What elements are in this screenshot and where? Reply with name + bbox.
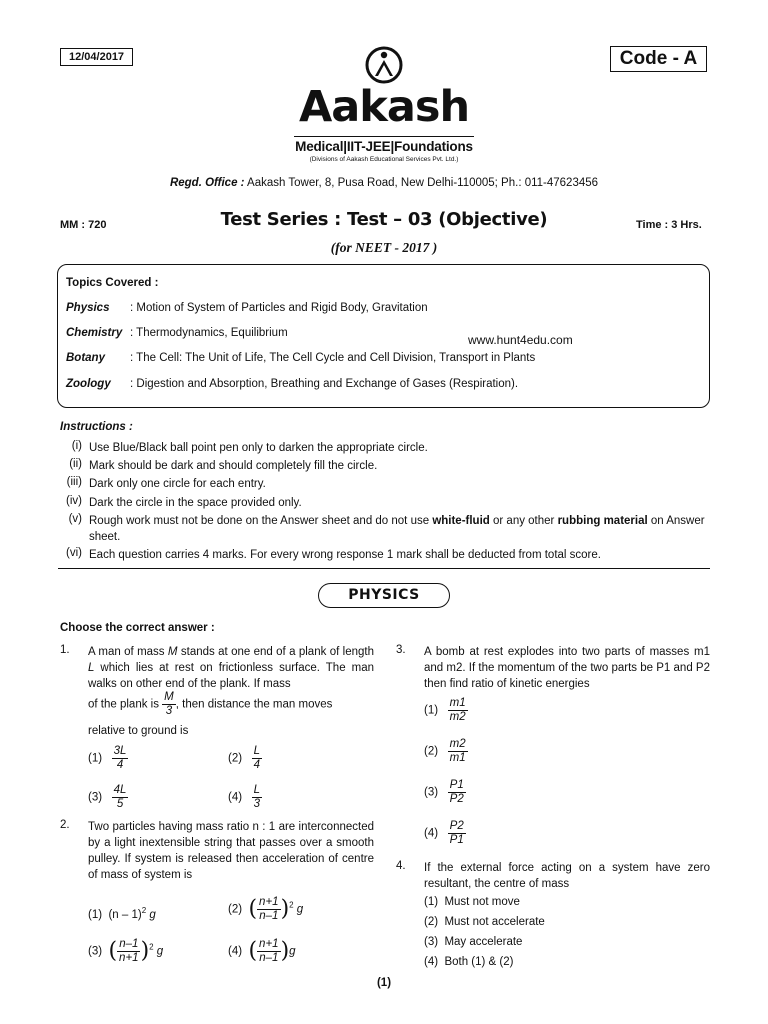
option-fraction [257, 896, 281, 923]
answer-option[interactable] [424, 697, 468, 724]
aakash-logo-icon [364, 44, 404, 86]
instruction-number: (ii) [69, 458, 82, 470]
test-date: 12/04/2017 [60, 48, 133, 66]
brand-tagline: Medical|IIT-JEE|Foundations [295, 139, 473, 154]
answer-option[interactable] [88, 906, 156, 921]
option-label: (4) [228, 791, 243, 804]
answer-option[interactable] [228, 938, 296, 965]
instruction-text-part: on Answer sheet. [89, 515, 705, 543]
fraction-denominator: 4 [116, 759, 124, 771]
answer-option[interactable] [228, 784, 262, 811]
answer-option[interactable] [228, 896, 303, 923]
fraction-denominator: 4 [253, 759, 261, 771]
option-fraction [448, 820, 466, 847]
instruction-text: Use Blue/Black ball point pen only to darken the appropriate circle. [89, 442, 428, 454]
option-fraction [117, 938, 141, 965]
fraction-denominator: P1 [449, 834, 464, 846]
answer-option[interactable] [424, 820, 466, 847]
topic-subject: Physics [66, 302, 110, 314]
test-title: Test Series : Test – 03 (Objective) [220, 209, 548, 230]
left-paren-glyph: ( [248, 896, 258, 922]
instruction-number: (vi) [66, 547, 82, 559]
fraction-numerator: P1 [449, 779, 464, 791]
left-paren-glyph: ( [248, 938, 258, 964]
question-number: 1. [60, 644, 70, 656]
option-expression: (n – 1) [108, 908, 142, 921]
topic-text: : The Cell: The Unit of Life, The Cell Cycle and Cell Division, Transport in Plants [130, 352, 536, 364]
fraction-numerator: L [253, 745, 261, 757]
answer-option[interactable] [88, 938, 163, 965]
fraction-numerator: n–1 [119, 938, 139, 950]
section-divider [58, 568, 710, 569]
fraction-numerator: 3L [113, 745, 127, 757]
q1-text-part: , then distance the man moves [175, 698, 333, 711]
option-label: (2) [424, 745, 439, 758]
question-text-line: relative to ground is [88, 725, 189, 737]
option-label: (4) [424, 827, 439, 840]
instruction-text-part: Rough work must not be done on the Answer sheet and do not use [89, 515, 433, 527]
instruction-number: (i) [71, 440, 82, 452]
option-exponent: 2 [141, 906, 147, 915]
question-text [88, 644, 374, 692]
option-tail: g [146, 908, 156, 921]
regd-label: Regd. Office : [169, 177, 245, 189]
option-label: (3) [88, 945, 103, 958]
instruction-bold-term: rubbing material [557, 515, 648, 527]
fraction-numerator: n+1 [259, 896, 279, 908]
fraction-numerator: m2 [449, 738, 466, 750]
fraction-denominator: 5 [116, 798, 124, 810]
option-label: (1) [88, 908, 103, 921]
option-label: (4) [228, 945, 243, 958]
option-label: (3) [424, 936, 439, 948]
fraction-numerator: M [164, 691, 174, 703]
option-text: Must not move [444, 896, 520, 908]
option-label: (2) [424, 916, 439, 928]
q1-text-part: A man of mass [88, 646, 168, 658]
option-label: (1) [88, 752, 103, 765]
instruction-number: (v) [68, 513, 82, 525]
option-label: (2) [228, 752, 243, 765]
max-marks: MM : 720 [60, 219, 107, 231]
topic-text: : Thermodynamics, Equilibrium [130, 327, 288, 339]
instruction-bold-term: white-fluid [432, 515, 490, 527]
paper-code: Code - A [610, 46, 707, 72]
topic-subject: Botany [66, 352, 105, 364]
watermark-link[interactable]: www.hunt4edu.com [468, 333, 573, 347]
option-label: (3) [424, 786, 439, 799]
instructions-heading: Instructions : [60, 421, 133, 433]
instruction-number: (iv) [66, 495, 82, 507]
q1-text-part: which lies at rest on frictionless surface. The man walks on other end of the plank. If mass [88, 662, 374, 690]
instruction-text-part: or any other [489, 515, 558, 527]
fraction-numerator: P2 [449, 820, 464, 832]
question-text: A bomb at rest explodes into two parts of masses m1 and m2. If the momentum of the two parts be P1 and P2 then find ratio of kinetic energies [424, 646, 710, 690]
topic-text: : Digestion and Absorption, Breathing and Exchange of Gases (Respiration). [130, 378, 519, 390]
page-number: (1) [376, 977, 392, 989]
topic-text: : Motion of System of Particles and Rigid Body, Gravitation [130, 302, 428, 314]
option-fraction [252, 745, 262, 772]
question-text: If the external force acting on a system have zero resultant, the centre of mass [424, 862, 710, 890]
option-label: (4) [424, 956, 439, 968]
answer-option[interactable] [88, 745, 128, 772]
topics-heading: Topics Covered : [66, 277, 159, 289]
fraction-denominator: n+1 [119, 952, 139, 964]
option-fraction [257, 938, 281, 965]
fraction-denominator: 3 [165, 705, 173, 717]
option-label: (3) [88, 791, 103, 804]
option-text: Both (1) & (2) [444, 956, 514, 968]
brand-rule [294, 136, 474, 137]
fraction-denominator: n–1 [259, 910, 279, 922]
instruction-text: Dark only one circle for each entry. [89, 478, 266, 490]
instruction-text: Mark should be dark and should completely fill the circle. [89, 460, 378, 472]
choose-instruction: Choose the correct answer : [60, 622, 215, 634]
fraction-denominator: P2 [449, 793, 464, 805]
option-label: (2) [228, 903, 243, 916]
option-exponent: 2 [289, 900, 294, 910]
q1-text-part: of the plank is [88, 698, 163, 711]
regd-address: Aakash Tower, 8, Pusa Road, New Delhi-110005; Ph.: 011-47623456 [244, 177, 599, 189]
time-limit: Time : 3 Hrs. [636, 219, 702, 231]
topic-subject: Chemistry [66, 327, 123, 339]
right-paren-glyph: ) [280, 938, 290, 964]
section-title: PHYSICS [318, 583, 450, 608]
topic-subject: Zoology [66, 378, 111, 390]
fraction-numerator: L [253, 784, 261, 796]
fraction-denominator: 3 [253, 798, 261, 810]
answer-option[interactable] [424, 956, 513, 968]
option-fraction [112, 784, 129, 811]
option-tail: g [293, 903, 304, 916]
option-fraction [252, 784, 262, 811]
option-text: May accelerate [444, 936, 523, 948]
q1-text-part: stands at one end of a plank of length [177, 646, 374, 658]
instruction-text: Dark the circle in the space provided only. [89, 497, 302, 509]
option-fraction [448, 697, 468, 724]
fraction-denominator: m2 [449, 711, 466, 723]
fraction-denominator: n–1 [259, 952, 279, 964]
q1-var-m: M [167, 646, 178, 658]
right-paren-glyph: ) [280, 896, 290, 922]
answer-option[interactable] [424, 738, 468, 765]
instruction-number: (iii) [66, 476, 82, 488]
brand-name: Aakash [298, 82, 470, 132]
option-fraction [112, 745, 129, 772]
answer-option[interactable] [228, 745, 262, 772]
question-number: 4. [396, 860, 406, 872]
answer-option[interactable] [424, 779, 466, 806]
q1-var-l: L [88, 662, 95, 674]
brand-division: (Divisions of Aakash Educational Services Pvt. Ltd.) [309, 156, 459, 163]
option-exponent: 2 [149, 942, 154, 952]
option-text: Must not accelerate [444, 916, 545, 928]
test-subtitle: (for NEET - 2017 ) [330, 240, 438, 255]
instruction-text [89, 513, 711, 545]
question-number: 3. [396, 644, 406, 656]
fraction-numerator: n+1 [259, 938, 279, 950]
answer-option[interactable] [88, 784, 128, 811]
q1-mass-fraction [162, 691, 176, 718]
answer-option[interactable] [424, 916, 545, 928]
answer-option[interactable] [424, 936, 522, 948]
option-fraction [448, 738, 468, 765]
registered-office [0, 177, 768, 189]
fraction-numerator: 4L [113, 784, 127, 796]
left-paren-glyph: ( [108, 938, 118, 964]
fraction-numerator: m1 [449, 697, 466, 709]
option-tail: g [289, 945, 296, 958]
instruction-text: Each question carries 4 marks. For every wrong response 1 mark shall be deducted from total score. [89, 549, 601, 561]
answer-option[interactable] [424, 896, 520, 908]
question-number: 2. [60, 819, 70, 831]
option-label: (1) [424, 896, 439, 908]
option-fraction [448, 779, 466, 806]
question-text-line [88, 691, 374, 718]
option-tail: g [153, 945, 164, 958]
question-text: Two particles having mass ratio n : 1 are interconnected by a light inextensible string that passes over a smooth pulley. If system is released then acceleration of centre of mass of system is [88, 821, 374, 881]
option-label: (1) [424, 704, 439, 717]
right-paren-glyph: ) [140, 938, 150, 964]
fraction-denominator: m1 [449, 752, 466, 764]
